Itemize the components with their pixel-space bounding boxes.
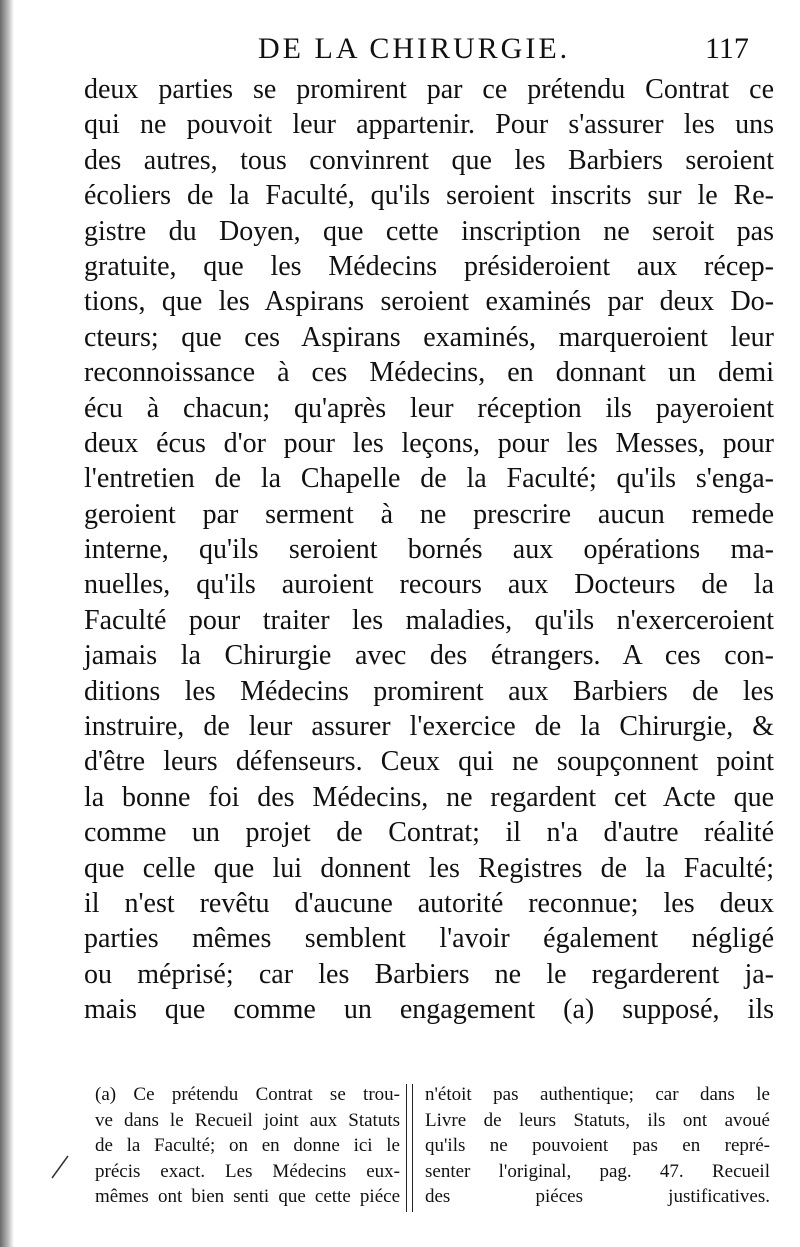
- text-line: mais que comme un engagement (a) supposé, ils: [84, 994, 774, 1026]
- footnote-line: précis exact. Les Médecins eux-: [95, 1160, 400, 1182]
- running-title: DE LA CHIRURGIE.: [258, 32, 571, 65]
- text-line: geroient par serment à ne prescrire aucun remede: [84, 498, 774, 530]
- footnote-line: Livre de leurs Statuts, ils ont avoué: [425, 1109, 770, 1131]
- footnote-line: (a) Ce prétendu Contrat se trou-: [95, 1084, 400, 1105]
- text-line: qui ne pouvoit leur appartenir. Pour s'assurer les uns: [84, 109, 774, 141]
- text-line: cteurs; que ces Aspirans examinés, marqueroient leur: [84, 321, 774, 353]
- text-line: l'entretien de la Chapelle de la Faculté; qu'ils s'enga-: [84, 463, 774, 495]
- text-line: il n'est revêtu d'aucune autorité reconnue; les deux: [84, 887, 774, 919]
- pencil-mark-icon: [48, 1150, 88, 1180]
- footnote-line: des piéces justificatives.: [425, 1186, 770, 1208]
- footnote-line: qu'ils ne pouvoient pas en repré-: [425, 1135, 770, 1157]
- footnote-line: n'étoit pas authentique; car dans le: [425, 1084, 770, 1105]
- footnote-line: ve dans le Recueil joint aux Statuts: [95, 1109, 400, 1131]
- text-line: gistre du Doyen, que cette inscription ne seroit pas: [84, 215, 774, 247]
- text-line: écoliers de la Faculté, qu'ils seroient inscrits sur le Re-: [84, 180, 774, 212]
- text-line: Faculté pour traiter les maladies, qu'ils n'exerceroient: [84, 604, 774, 636]
- text-line: ou méprisé; car les Barbiers ne le regarderent ja-: [84, 958, 774, 990]
- text-line: jamais la Chirurgie avec des étrangers. A ces con-: [84, 640, 774, 672]
- footnote-left-column: [95, 1082, 400, 1210]
- footnote-line: de la Faculté; on en donne ici le: [95, 1135, 400, 1157]
- text-line: la bonne foi des Médecins, ne regardent cet Acte que: [84, 781, 774, 813]
- text-line: interne, qu'ils seroient bornés aux opérations ma-: [84, 534, 774, 566]
- body-text: [84, 72, 774, 1028]
- text-line: des autres, tous convinrent que les Barbiers seroient: [84, 144, 774, 176]
- text-line: reconnoissance à ces Médecins, en donnant un demi: [84, 357, 774, 389]
- footnote-line: senter l'original, pag. 47. Recueil: [425, 1160, 770, 1182]
- running-head: [0, 28, 800, 72]
- footnote-line: mêmes ont bien senti que cette piéce: [95, 1186, 400, 1208]
- text-line: que celle que lui donnent les Registres de la Faculté;: [84, 852, 774, 884]
- text-line: gratuite, que les Médecins présideroient aux récep-: [84, 250, 774, 282]
- text-line: deux parties se promirent par ce prétendu Contrat ce: [84, 74, 774, 105]
- text-line: tions, que les Aspirans seroient examinés par deux Do-: [84, 286, 774, 318]
- text-line: nuelles, qu'ils auroient recours aux Docteurs de la: [84, 569, 774, 601]
- footnote-column-divider: [406, 1084, 413, 1212]
- footnotes: [95, 1082, 775, 1217]
- footnote-right-column: [425, 1082, 770, 1210]
- text-line: d'être leurs défenseurs. Ceux qui ne soupçonnent point: [84, 746, 774, 778]
- page-binding-shadow: [0, 0, 14, 1247]
- page-number: 117: [705, 32, 749, 65]
- text-line: ditions les Médecins promirent aux Barbiers de les: [84, 675, 774, 707]
- text-line: comme un projet de Contrat; il n'a d'autre réalité: [84, 817, 774, 849]
- text-line: parties mêmes semblent l'avoir également négligé: [84, 923, 774, 955]
- text-line: deux écus d'or pour les leçons, pour les Messes, pour: [84, 427, 774, 459]
- text-line: écu à chacun; qu'après leur réception ils payeroient: [84, 392, 774, 424]
- text-line: instruire, de leur assurer l'exercice de la Chirurgie, &: [84, 711, 774, 743]
